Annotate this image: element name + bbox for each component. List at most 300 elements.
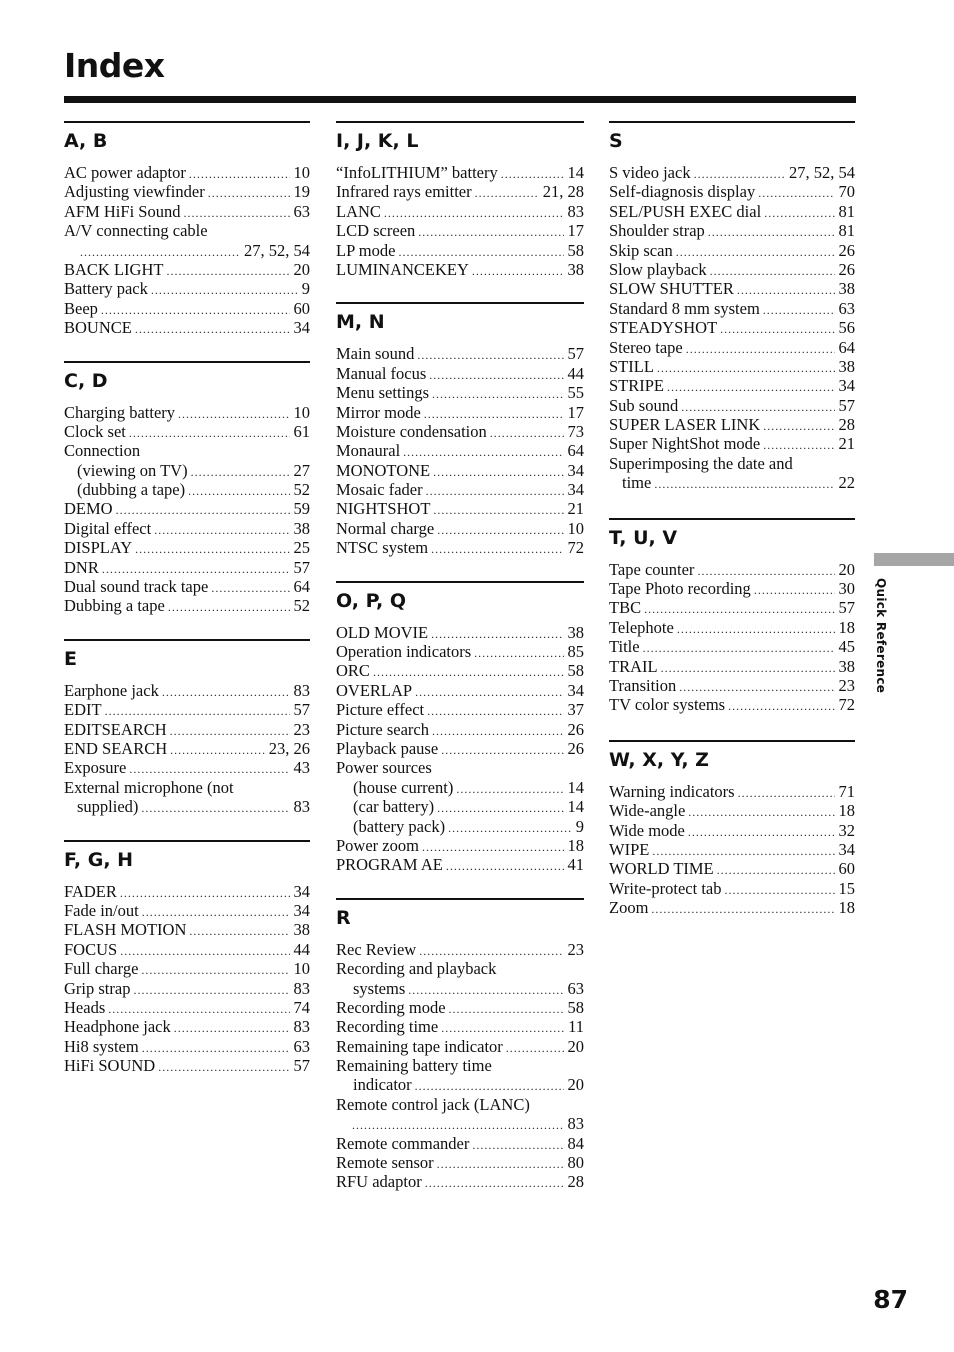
entry-term: Menu settings xyxy=(336,383,430,403)
index-entry xyxy=(609,376,855,395)
dot-leader xyxy=(688,823,835,842)
entry-term: NTSC system xyxy=(336,538,429,558)
dot-leader xyxy=(415,683,563,702)
index-entry xyxy=(336,1037,584,1056)
entry-term: BOUNCE xyxy=(64,318,132,338)
dot-leader xyxy=(437,1155,564,1174)
index-entry xyxy=(609,338,855,357)
dot-leader xyxy=(763,417,834,436)
entry-page-numbers: 59 xyxy=(293,499,310,519)
index-entry xyxy=(609,782,855,801)
entry-term: Connection xyxy=(64,441,141,461)
index-column-3 xyxy=(609,121,855,918)
dot-leader xyxy=(162,683,290,702)
entry-term: Dual sound track tape xyxy=(64,577,209,597)
entry-term: DEMO xyxy=(64,499,113,519)
dot-leader xyxy=(120,884,290,903)
entry-page-numbers: 83 xyxy=(293,680,310,700)
entry-page-numbers: 44 xyxy=(293,939,310,959)
index-entry xyxy=(336,797,584,816)
entry-term: Self-diagnosis display xyxy=(609,182,756,202)
index-entry xyxy=(609,579,855,598)
dot-leader xyxy=(120,942,289,961)
entry-term: Stereo tape xyxy=(609,337,683,357)
index-entry xyxy=(64,182,310,201)
entry-term: ORC xyxy=(336,661,370,681)
section-heading: F, G, H xyxy=(64,848,134,871)
dot-leader xyxy=(168,598,290,617)
entry-page-numbers: 55 xyxy=(567,383,584,403)
dot-leader xyxy=(191,463,290,482)
dot-leader xyxy=(490,424,564,443)
dot-leader xyxy=(763,301,835,320)
index-entry xyxy=(609,695,855,714)
index-entry xyxy=(64,279,310,298)
index-entry xyxy=(609,318,855,337)
entry-term: Playback pause xyxy=(336,738,439,758)
entry-page-numbers: 20 xyxy=(567,1075,584,1095)
index-entry xyxy=(609,859,855,878)
dot-leader xyxy=(441,741,563,760)
dot-leader xyxy=(472,1136,563,1155)
dot-leader xyxy=(429,366,563,385)
entry-page-numbers: 80 xyxy=(567,1153,584,1173)
entry-page-numbers: 84 xyxy=(567,1133,584,1153)
index-entry xyxy=(336,1172,584,1191)
index-entry xyxy=(336,836,584,855)
index-entry xyxy=(609,560,855,579)
dot-leader xyxy=(661,659,835,678)
entry-page-numbers: 19 xyxy=(293,182,310,202)
entry-page-numbers: 28 xyxy=(838,415,855,435)
entry-term: RFU adaptor xyxy=(336,1172,422,1192)
entry-page-numbers: 21 xyxy=(567,499,584,519)
index-entry xyxy=(609,396,855,415)
dot-leader xyxy=(688,803,834,822)
entry-page-numbers: 9 xyxy=(575,816,584,836)
dot-leader xyxy=(142,1039,290,1058)
index-entry xyxy=(609,260,855,279)
entry-term: systems xyxy=(353,978,406,998)
index-entry xyxy=(609,182,855,201)
entry-page-numbers: 83 xyxy=(567,1114,584,1134)
dot-leader xyxy=(170,741,265,760)
entry-page-numbers: 45 xyxy=(838,637,855,657)
entry-page-numbers: 22 xyxy=(838,473,855,493)
entry-term: Mosaic fader xyxy=(336,480,423,500)
entry-list xyxy=(64,163,310,338)
entry-page-numbers: 18 xyxy=(838,617,855,637)
index-entry xyxy=(64,403,310,422)
index-entry xyxy=(64,241,310,260)
entry-page-numbers: 63 xyxy=(567,978,584,998)
entry-term: A/V connecting cable xyxy=(64,221,208,241)
index-entry xyxy=(336,182,584,201)
entry-page-numbers: 60 xyxy=(293,298,310,318)
entry-term: AC power adaptor xyxy=(64,163,186,182)
entry-term: SUPER LASER LINK xyxy=(609,415,761,435)
entry-page-numbers: 63 xyxy=(838,298,855,318)
entry-page-numbers: 21 xyxy=(838,434,855,454)
entry-term: FADER xyxy=(64,881,117,901)
entry-term: Heads xyxy=(64,997,106,1017)
section-heading: M, N xyxy=(336,311,385,334)
entry-term: Remaining battery time xyxy=(336,1056,492,1076)
index-entry xyxy=(64,538,310,557)
entry-page-numbers: 52 xyxy=(293,480,310,500)
index-entry xyxy=(64,318,310,337)
entry-term: TRAIL xyxy=(609,656,658,676)
entry-term: OLD MOVIE xyxy=(336,622,429,642)
entry-term: Manual focus xyxy=(336,363,427,383)
entry-page-numbers: 18 xyxy=(838,801,855,821)
entry-page-numbers: 60 xyxy=(838,859,855,879)
index-entry xyxy=(64,720,310,739)
entry-page-numbers: 32 xyxy=(838,820,855,840)
dot-leader xyxy=(657,359,835,378)
index-entry xyxy=(336,221,584,240)
entry-page-numbers: 57 xyxy=(838,598,855,618)
dot-leader xyxy=(475,184,539,203)
section-heading: O, P, Q xyxy=(336,589,406,612)
entry-term: Transition xyxy=(609,675,677,695)
dot-leader xyxy=(720,320,834,339)
entry-term: Earphone jack xyxy=(64,680,159,700)
entry-page-numbers: 38 xyxy=(838,656,855,676)
entry-term: Moisture condensation xyxy=(336,421,487,441)
index-entry xyxy=(64,441,310,460)
dot-leader xyxy=(431,540,563,559)
dot-leader xyxy=(135,320,290,339)
entry-term: DISPLAY xyxy=(64,538,133,558)
index-entry xyxy=(609,163,855,182)
index-entry xyxy=(336,499,584,518)
entry-term: Recording time xyxy=(336,1017,439,1037)
index-entry xyxy=(336,758,584,777)
entry-page-numbers: 34 xyxy=(567,480,584,500)
entry-term: Power zoom xyxy=(336,835,419,855)
entry-term: Mirror mode xyxy=(336,402,421,422)
dot-leader xyxy=(158,1058,289,1077)
index-entry xyxy=(336,1017,584,1036)
dot-leader xyxy=(208,184,290,203)
index-section xyxy=(336,898,584,1192)
index-entry xyxy=(336,979,584,998)
dot-leader xyxy=(135,540,289,559)
entry-list xyxy=(64,882,310,1076)
entry-page-numbers: 25 xyxy=(293,538,310,558)
dot-leader xyxy=(449,1000,564,1019)
entry-page-numbers: 20 xyxy=(567,1036,584,1056)
index-entry xyxy=(609,279,855,298)
page-number: 87 xyxy=(873,1285,908,1314)
entry-term: Headphone jack xyxy=(64,1017,171,1037)
index-entry xyxy=(336,422,584,441)
index-section xyxy=(64,840,310,1076)
entry-page-numbers: 20 xyxy=(838,559,855,579)
dot-leader xyxy=(133,981,289,1000)
entry-term: Title xyxy=(609,637,640,657)
dot-leader xyxy=(154,521,289,540)
entry-page-numbers: 34 xyxy=(293,318,310,338)
index-section xyxy=(609,518,855,715)
entry-page-numbers: 57 xyxy=(293,1056,310,1076)
entry-page-numbers: 72 xyxy=(567,538,584,558)
dot-leader xyxy=(178,405,289,424)
entry-term: FOCUS xyxy=(64,939,118,959)
entry-term: END SEARCH xyxy=(64,738,168,758)
dot-leader xyxy=(754,581,835,600)
entry-page-numbers: 63 xyxy=(293,201,310,221)
index-entry xyxy=(64,480,310,499)
entry-page-numbers: 58 xyxy=(567,661,584,681)
index-entry xyxy=(336,538,584,557)
entry-term: Power sources xyxy=(336,758,432,778)
dot-leader xyxy=(446,857,564,876)
entry-page-numbers: 34 xyxy=(293,881,310,901)
index-entry xyxy=(336,1134,584,1153)
entry-term: (dubbing a tape) xyxy=(77,480,186,500)
index-section xyxy=(609,121,855,493)
index-entry xyxy=(64,519,310,538)
entry-page-numbers: 17 xyxy=(567,402,584,422)
entry-term: Monaural xyxy=(336,441,401,461)
entry-list xyxy=(64,681,310,817)
entry-page-numbers: 81 xyxy=(838,201,855,221)
side-tab-marker xyxy=(874,553,954,566)
entry-term: LUMINANCEKEY xyxy=(336,259,469,279)
entry-term: (house current) xyxy=(353,777,454,797)
index-entry xyxy=(609,637,855,656)
index-entry xyxy=(64,1037,310,1056)
index-entry xyxy=(64,596,310,615)
entry-term: WORLD TIME xyxy=(609,859,714,879)
entry-page-numbers: 58 xyxy=(567,240,584,260)
dot-leader xyxy=(448,819,572,838)
entry-page-numbers: 58 xyxy=(567,997,584,1017)
index-entry xyxy=(336,202,584,221)
entry-page-numbers: 27, 52, 54 xyxy=(789,163,855,182)
entry-term: Main sound xyxy=(336,344,415,364)
dot-leader xyxy=(188,482,289,501)
index-entry xyxy=(336,623,584,642)
entry-term: Rec Review xyxy=(336,939,417,959)
title-rule xyxy=(64,96,856,103)
entry-page-numbers: 83 xyxy=(293,978,310,998)
entry-page-numbers: 15 xyxy=(838,878,855,898)
index-section xyxy=(609,740,855,918)
index-entry xyxy=(609,357,855,376)
entry-term: Remote sensor xyxy=(336,1153,434,1173)
entry-page-numbers: 34 xyxy=(567,460,584,480)
entry-page-numbers: 10 xyxy=(293,163,310,182)
index-entry xyxy=(609,898,855,917)
index-entry xyxy=(609,618,855,637)
index-section xyxy=(64,361,310,616)
entry-page-numbers: 11 xyxy=(568,1017,584,1037)
entry-term: WIPE xyxy=(609,839,650,859)
section-heading: I, J, K, L xyxy=(336,130,419,152)
index-entry xyxy=(336,739,584,758)
entry-page-numbers: 64 xyxy=(567,441,584,461)
dot-leader xyxy=(141,961,289,980)
index-entry xyxy=(336,480,584,499)
index-column-1 xyxy=(64,121,310,1075)
entry-page-numbers: 57 xyxy=(567,344,584,364)
entry-page-numbers: 26 xyxy=(567,738,584,758)
dot-leader xyxy=(151,281,298,300)
entry-page-numbers: 56 xyxy=(838,318,855,338)
entry-page-numbers: 34 xyxy=(567,680,584,700)
index-entry xyxy=(336,163,584,182)
entry-term: Warning indicators xyxy=(609,781,735,801)
index-entry xyxy=(609,821,855,840)
index-entry xyxy=(336,681,584,700)
index-entry xyxy=(64,979,310,998)
index-entry xyxy=(64,778,310,797)
entry-term: DNR xyxy=(64,557,99,577)
entry-page-numbers: 64 xyxy=(838,337,855,357)
index-entry xyxy=(64,577,310,596)
entry-term: HiFi SOUND xyxy=(64,1056,156,1076)
entry-page-numbers: 17 xyxy=(567,221,584,241)
index-entry xyxy=(336,998,584,1017)
dot-leader xyxy=(738,784,835,803)
dot-leader xyxy=(474,644,563,663)
entry-term: time xyxy=(622,473,652,493)
entry-term: OVERLAP xyxy=(336,680,413,700)
entry-page-numbers: 57 xyxy=(838,395,855,415)
entry-term: Charging battery xyxy=(64,402,176,422)
entry-term: Picture search xyxy=(336,719,429,739)
entry-term: LANC xyxy=(336,201,381,221)
index-entry xyxy=(64,882,310,901)
dot-leader xyxy=(708,223,835,242)
entry-term: supplied) xyxy=(77,797,139,817)
entry-page-numbers: 43 xyxy=(293,758,310,778)
dot-leader xyxy=(426,482,564,501)
entry-term: Digital effect xyxy=(64,518,152,538)
index-entry xyxy=(336,817,584,836)
entry-page-numbers: 38 xyxy=(567,259,584,279)
entry-page-numbers: 64 xyxy=(293,577,310,597)
page-title: Index xyxy=(64,46,165,85)
entry-term: Adjusting viewfinder xyxy=(64,182,205,202)
index-entry xyxy=(336,364,584,383)
entry-term: PROGRAM AE xyxy=(336,855,443,875)
entry-term: Infrared rays emitter xyxy=(336,182,472,202)
entry-page-numbers: 83 xyxy=(567,201,584,221)
entry-page-numbers: 23, 26 xyxy=(268,738,310,758)
entry-term: Slow playback xyxy=(609,259,707,279)
entry-page-numbers: 38 xyxy=(293,518,310,538)
entry-term: Dubbing a tape xyxy=(64,596,165,616)
index-entry xyxy=(64,920,310,939)
entry-page-numbers: 34 xyxy=(838,376,855,396)
dot-leader xyxy=(418,223,563,242)
entry-page-numbers: 23 xyxy=(567,939,584,959)
entry-term: Recording mode xyxy=(336,997,446,1017)
dot-leader xyxy=(141,799,289,818)
entry-term: Super NightShot mode xyxy=(609,434,761,454)
entry-term: Operation indicators xyxy=(336,642,472,662)
entry-term: Fade in/out xyxy=(64,900,139,920)
index-entry xyxy=(336,403,584,422)
entry-page-numbers: 9 xyxy=(301,279,310,299)
index-entry xyxy=(609,657,855,676)
entry-term: SEL/PUSH EXEC dial xyxy=(609,201,762,221)
entry-page-numbers: 57 xyxy=(293,557,310,577)
dot-leader xyxy=(433,463,563,482)
index-entry xyxy=(336,661,584,680)
entry-term: Write-protect tab xyxy=(609,878,722,898)
index-entry xyxy=(64,959,310,978)
index-section xyxy=(336,302,584,557)
entry-page-numbers: 14 xyxy=(567,777,584,797)
dot-leader xyxy=(432,385,563,404)
index-entry xyxy=(64,1056,310,1075)
index-section xyxy=(336,121,584,279)
entry-term: LP mode xyxy=(336,240,396,260)
index-entry xyxy=(336,700,584,719)
entry-page-numbers: 61 xyxy=(293,421,310,441)
dot-leader xyxy=(433,501,563,520)
entry-page-numbers: 14 xyxy=(567,163,584,182)
index-entry xyxy=(64,700,310,719)
entry-page-numbers: 38 xyxy=(567,622,584,642)
entry-term: Standard 8 mm system xyxy=(609,298,760,318)
entry-page-numbers: 34 xyxy=(838,839,855,859)
index-entry xyxy=(336,519,584,538)
index-entry xyxy=(609,299,855,318)
entry-term: Tape Photo recording xyxy=(609,579,751,599)
entry-page-numbers: 81 xyxy=(838,221,855,241)
entry-term: Hi8 system xyxy=(64,1036,139,1056)
entry-page-numbers: 63 xyxy=(293,1036,310,1056)
section-heading: T, U, V xyxy=(609,526,678,549)
index-entry xyxy=(336,778,584,797)
entry-page-numbers: 14 xyxy=(567,797,584,817)
entry-term: Sub sound xyxy=(609,395,679,415)
dot-leader xyxy=(728,697,834,716)
entry-term: MONOTONE xyxy=(336,460,431,480)
side-section-label: Quick Reference xyxy=(874,578,888,694)
index-entry xyxy=(336,720,584,739)
index-entry xyxy=(609,473,855,492)
dot-leader xyxy=(667,378,834,397)
dot-leader xyxy=(437,799,563,818)
index-entry xyxy=(336,344,584,363)
dot-leader xyxy=(725,881,835,900)
section-heading: C, D xyxy=(64,369,108,392)
index-entry xyxy=(609,415,855,434)
entry-page-numbers: 28 xyxy=(567,1172,584,1192)
entry-page-numbers: 10 xyxy=(567,518,584,538)
index-entry xyxy=(336,959,584,978)
entry-list xyxy=(609,560,855,715)
entry-list xyxy=(609,163,855,493)
entry-term: STILL xyxy=(609,356,654,376)
index-entry xyxy=(64,901,310,920)
dot-leader xyxy=(174,1019,290,1038)
index-entry xyxy=(336,1114,584,1133)
index-entry xyxy=(609,801,855,820)
dot-leader xyxy=(643,639,835,658)
entry-term: STEADYSHOT xyxy=(609,318,718,338)
index-entry xyxy=(336,441,584,460)
entry-page-numbers: 26 xyxy=(838,259,855,279)
index-section xyxy=(64,639,310,817)
